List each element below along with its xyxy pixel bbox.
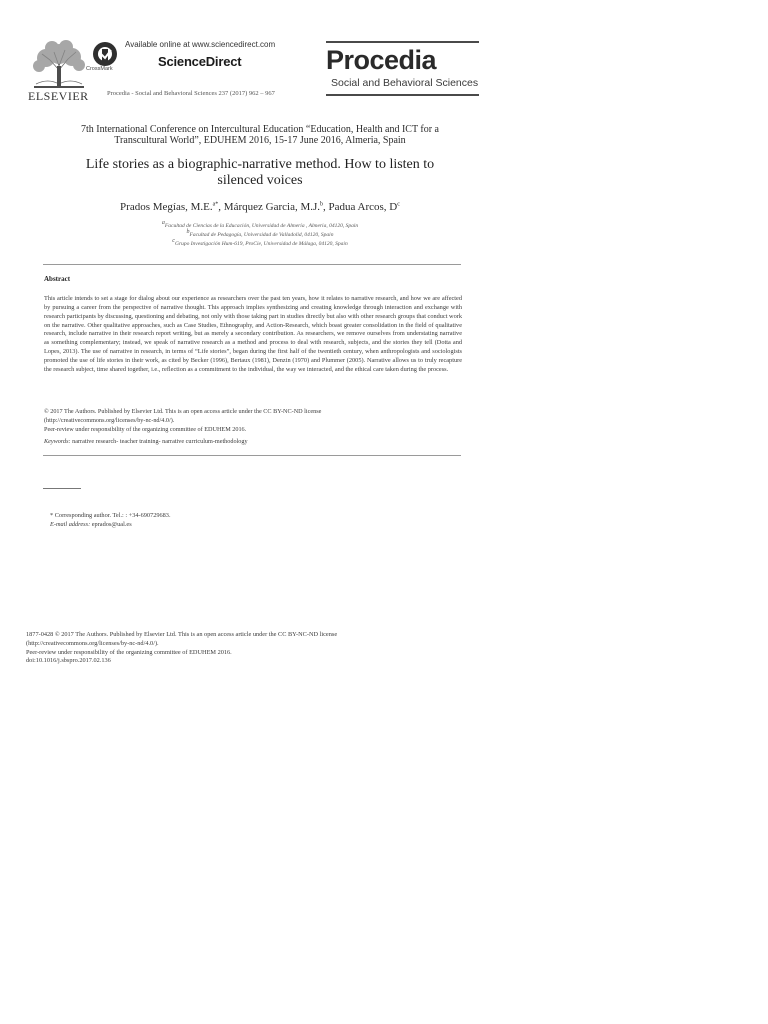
author-1-affil: a* <box>212 201 219 208</box>
paper-title <box>40 157 480 189</box>
available-online-text[interactable]: Available online at www.sciencedirect.com <box>125 40 276 49</box>
email-label: E-mail address: <box>50 521 91 528</box>
affiliation-b <box>40 231 480 240</box>
elsevier-wordmark: ELSEVIER <box>28 89 89 103</box>
affiliation-c <box>40 240 480 249</box>
author-2: , Márquez Garcia, M.J. <box>218 201 321 213</box>
affiliation-c-mark: c <box>172 238 175 245</box>
procedia-subtitle: Social and Behavioral Sciences <box>331 77 479 89</box>
corresponding-author: * Corresponding author. Tel.: : +34-690729683. <box>50 512 171 519</box>
author-1: Prados Megías, M.E. <box>120 201 213 213</box>
footnote-rule <box>43 488 81 489</box>
copyright-line-1: © 2017 The Authors. Published by Elsevier Ltd. This is an open access article under the CC BY-NC-ND license <box>44 408 322 415</box>
abstract-heading: Abstract <box>44 275 71 283</box>
conference-line-2: Transcultural World”, EDUHEM 2016, 15-17 June 2016, Almeria, Spain <box>114 135 406 146</box>
sciencedirect-logo[interactable]: ScienceDirect <box>158 54 242 69</box>
license-link[interactable]: (http://creativecommons.org/licenses/by-nc-nd/4.0/). <box>44 416 175 424</box>
affiliation-b-text: Facultad de Pedagogía, Universidad de Valladolid, 04120, Spain <box>189 232 334 238</box>
keywords-label: Keywords: <box>44 438 71 445</box>
paper-title-line-2: silenced voices <box>217 173 303 188</box>
author-3: , Padua Arcos, D <box>323 201 398 213</box>
conference-info <box>40 124 480 146</box>
keywords-list: narrative research- teacher training- narrative curriculum-methodology <box>70 438 248 445</box>
paper-title-line-1: Life stories as a biographic-narrative method. How to listen to <box>85 157 435 172</box>
footer-peer-review: Peer-review under responsibility of the organizing committee of EDUHEM 2016. <box>26 648 232 656</box>
conference-line-1: 7th International Conference on Intercultural Education “Education, Health and ICT for a <box>80 124 439 135</box>
affiliation-c-text: Grupo Investigación Hum-619, ProCie, Universidad de Málaga, 04120, Spain <box>174 241 348 247</box>
author-list <box>40 201 480 213</box>
affiliation-a <box>40 222 480 231</box>
affiliation-a-mark: a <box>161 220 165 227</box>
crossmark-label: CrossMark <box>86 66 113 72</box>
affiliations <box>40 222 480 249</box>
page-footer <box>26 631 466 666</box>
footer-issn-copyright: 1877-0428 © 2017 The Authors. Published by Elsevier Ltd. This is an open access article under the CC BY-NC-ND license <box>26 631 338 638</box>
procedia-bottom-rule <box>326 94 479 96</box>
affiliation-b-mark: b <box>186 229 190 236</box>
abstract-bottom-rule <box>43 455 461 456</box>
correspondence-note <box>50 511 171 529</box>
abstract-body: This article intends to set a stage for dialog about our experience as researchers over the past ten years, how it relates to narrative research, and how we are affected by pursuing a career from the perspective of narrative thought. This approach implies synthesizing and creating knowledge through interaction and exchange with research participants by discussing, questioning and debating, not only with those taking part in studies directly but also with other research groups that conduct work on the narrative. Other qualitative approaches, such as Case Studies, Ethnography, and Action-Research, which boast greater consolidation in the field of qualitative research, include narrative in their research report writing, but as merely a secondary contribution. As researchers, we remove ourselves from understating narrative as something complementary; instead, we speak of narrative research as a method and process to deal with research, subjects, and the stories they tell (Dotta and Lopes, 2013). The use of narrative in research, in terms of “Life stories”, began during the first half of the twentieth century, when anthropologists and sociologists promoted the use of life stories in their work, as cited by Becker (1996), Bertaux (1981), Denzin (1970) and Plummer (2005). Narrative allows us to truly recapture the research subject, time shared together, i.e., reflection as a commitment to the individual, the way we interacted, and the ethical care taken during the process. <box>44 295 462 373</box>
footer-license-link[interactable]: (http://creativecommons.org/licenses/by-nc-nd/4.0/). <box>26 639 159 647</box>
abstract-copyright <box>44 408 462 434</box>
email-line <box>50 520 171 529</box>
procedia-logo: Procedia <box>326 45 437 75</box>
footer-doi[interactable]: doi:10.1016/j.sbspro.2017.02.136 <box>26 657 111 665</box>
author-2-affil: b <box>320 201 324 208</box>
affiliation-a-text: Facultad de Ciencias de la Educación, Universidad de Almería , Almeria, 04120, Spain <box>164 223 359 229</box>
procedia-top-rule <box>326 41 479 43</box>
peer-review-note: Peer-review under responsibility of the organizing committee of EDUHEM 2016. <box>44 425 247 433</box>
journal-citation: Procedia - Social and Behavioral Sciences 237 (2017) 962 – 967 <box>107 90 275 97</box>
keywords <box>44 438 462 445</box>
abstract-top-rule <box>43 264 461 265</box>
author-3-affil: c <box>397 201 400 208</box>
email-address[interactable]: eprados@ual.es <box>90 521 132 528</box>
